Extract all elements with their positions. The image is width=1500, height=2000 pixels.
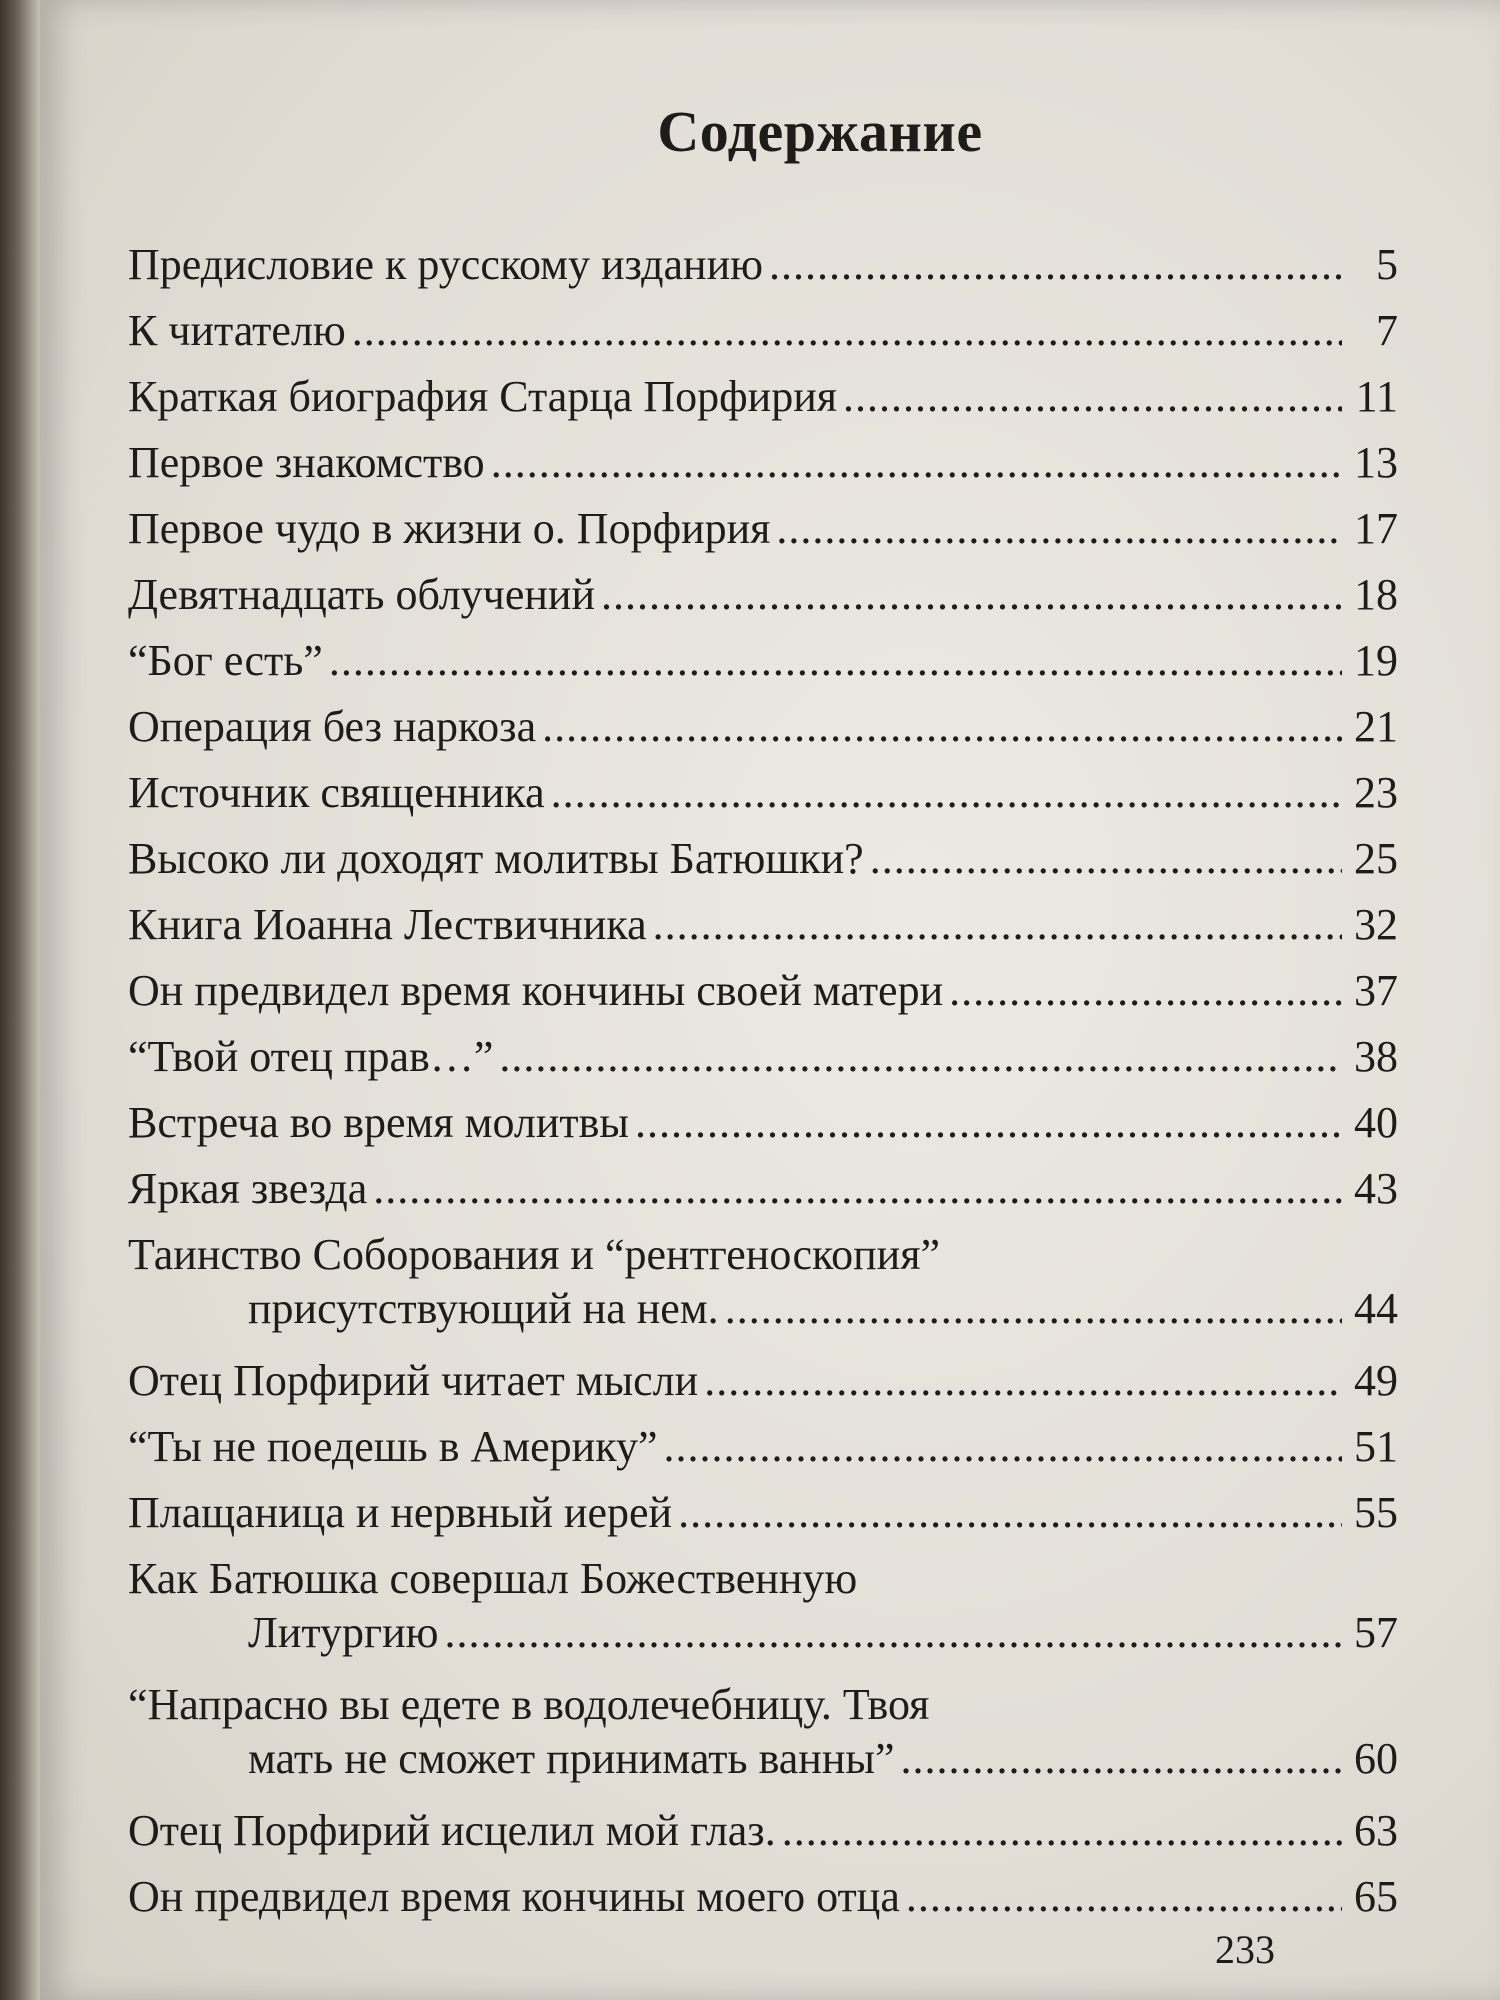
toc-page-number: 7 — [1376, 306, 1398, 355]
toc-entry-title: Первое знакомство — [128, 438, 485, 487]
page-number: 233 — [1215, 1927, 1275, 1972]
toc-page-number: 11 — [1355, 372, 1398, 421]
toc-entry — [128, 1552, 1398, 1678]
toc-entry — [128, 634, 1398, 700]
toc-entry — [128, 1354, 1398, 1420]
toc-page-number: 55 — [1354, 1488, 1398, 1537]
toc-entry-title: Плащаница и нервный иерей — [128, 1488, 673, 1537]
toc-entry-title: Встреча во время молитвы — [128, 1098, 629, 1147]
toc-entry — [128, 568, 1398, 634]
toc-entry-title: “Ты не поедешь в Америку” — [128, 1422, 658, 1471]
toc-page-number: 57 — [1354, 1608, 1398, 1657]
toc-page-number: 60 — [1354, 1734, 1398, 1783]
toc-leader-dots — [352, 304, 1342, 358]
toc-entry — [128, 304, 1398, 370]
toc-entry-title: Он предвидел время кончины моего отца — [128, 1872, 900, 1921]
toc-entry-title-line1: Как Батюшка совершал Божественную — [128, 1554, 858, 1603]
toc-page-number: 65 — [1354, 1872, 1398, 1921]
toc-entry-title: Предисловие к русскому изданию — [128, 240, 764, 289]
toc-page-number: 32 — [1354, 900, 1398, 949]
toc-entry — [128, 238, 1398, 304]
toc-page-number: 43 — [1354, 1164, 1398, 1213]
toc-entry — [128, 898, 1398, 964]
toc-page-number: 25 — [1354, 834, 1398, 883]
toc-entry — [128, 502, 1398, 568]
toc-page-number: 13 — [1354, 438, 1398, 487]
toc-leader-dots — [782, 1804, 1342, 1858]
toc-entry-title: Яркая звезда — [128, 1164, 368, 1213]
toc-entry — [128, 964, 1398, 1030]
toc-leader-dots — [445, 1606, 1342, 1660]
toc-leader-dots — [678, 1486, 1342, 1540]
toc-leader-dots — [542, 700, 1342, 754]
page-title: Содержание — [657, 99, 983, 164]
toc-entry-title-line1: “Напрасно вы едете в водолечебницу. Твоя — [128, 1680, 930, 1729]
toc-entry — [128, 1096, 1398, 1162]
toc-page-number: 63 — [1354, 1806, 1398, 1855]
toc-page-number: 19 — [1354, 636, 1398, 685]
toc-page-number: 38 — [1354, 1032, 1398, 1081]
toc-leader-dots — [769, 238, 1342, 292]
toc-entry — [128, 1678, 1398, 1804]
toc-entry — [128, 1162, 1398, 1228]
book-page — [40, 0, 1500, 2000]
toc-leader-dots — [551, 766, 1342, 820]
toc-page-number: 37 — [1354, 966, 1398, 1015]
toc-entry — [128, 700, 1398, 766]
toc-entry-title: Операция без наркоза — [128, 702, 537, 751]
toc-page-number: 44 — [1354, 1284, 1398, 1333]
toc-entry — [128, 832, 1398, 898]
toc-entry-title: Высоко ли доходят молитвы Батюшки? — [128, 834, 864, 883]
toc-entry-title-line1: Таинство Соборования и “рентгеноскопия” — [128, 1230, 940, 1279]
toc-leader-dots — [491, 436, 1342, 490]
toc-entry-title: Источник священника — [128, 768, 545, 817]
toc-leader-dots — [373, 1162, 1342, 1216]
toc-entry — [128, 1030, 1398, 1096]
toc-page-number: 23 — [1354, 768, 1398, 817]
toc-entry-title: присутствующий на нем. — [248, 1284, 719, 1333]
toc-leader-dots — [664, 1420, 1342, 1474]
toc-leader-dots — [906, 1870, 1342, 1924]
toc-entry — [128, 1228, 1398, 1354]
toc-entry — [128, 766, 1398, 832]
toc-leader-dots — [843, 370, 1342, 424]
toc-leader-dots — [776, 502, 1342, 556]
toc-leader-dots — [901, 1732, 1343, 1786]
toc-leader-dots — [704, 1354, 1342, 1408]
toc-leader-dots — [499, 1030, 1342, 1084]
toc-page-number: 21 — [1354, 702, 1398, 751]
toc-page-number: 5 — [1376, 240, 1398, 289]
toc-leader-dots — [949, 964, 1342, 1018]
toc-entry — [128, 1804, 1398, 1870]
table-of-contents — [128, 238, 1398, 1936]
toc-entry-title: К читателю — [128, 306, 346, 355]
toc-page-number: 51 — [1354, 1422, 1398, 1471]
toc-entry-title: мать не сможет принимать ванны” — [248, 1734, 895, 1783]
toc-entry — [128, 436, 1398, 502]
toc-entry-title: Он предвидел время кончины своей матери — [128, 966, 944, 1015]
toc-entry-title: Краткая биография Старца Порфирия — [128, 372, 838, 421]
toc-leader-dots — [725, 1282, 1342, 1336]
toc-entry — [128, 1486, 1398, 1552]
toc-leader-dots — [329, 634, 1342, 688]
toc-page-number: 40 — [1354, 1098, 1398, 1147]
toc-entry-title: Отец Порфирий исцелил мой глаз. — [128, 1806, 776, 1855]
toc-leader-dots — [653, 898, 1342, 952]
toc-entry — [128, 1420, 1398, 1486]
toc-leader-dots — [870, 832, 1342, 886]
toc-page-number: 18 — [1354, 570, 1398, 619]
toc-entry-title: “Бог есть” — [128, 636, 323, 685]
toc-entry-title: Книга Иоанна Лествичника — [128, 900, 647, 949]
book-spine — [0, 0, 40, 2000]
toc-leader-dots — [601, 568, 1342, 622]
toc-entry-title: Девятнадцать облучений — [128, 570, 595, 619]
toc-entry-title: Отец Порфирий читает мысли — [128, 1356, 699, 1405]
toc-entry — [128, 1870, 1398, 1936]
toc-entry-title: “Твой отец прав…” — [128, 1032, 494, 1081]
toc-entry — [128, 370, 1398, 436]
toc-leader-dots — [635, 1096, 1342, 1150]
toc-entry-title: Литургию — [248, 1608, 439, 1657]
toc-page-number: 49 — [1354, 1356, 1398, 1405]
toc-entry-title: Первое чудо в жизни о. Порфирия — [128, 504, 771, 553]
toc-page-number: 17 — [1354, 504, 1398, 553]
